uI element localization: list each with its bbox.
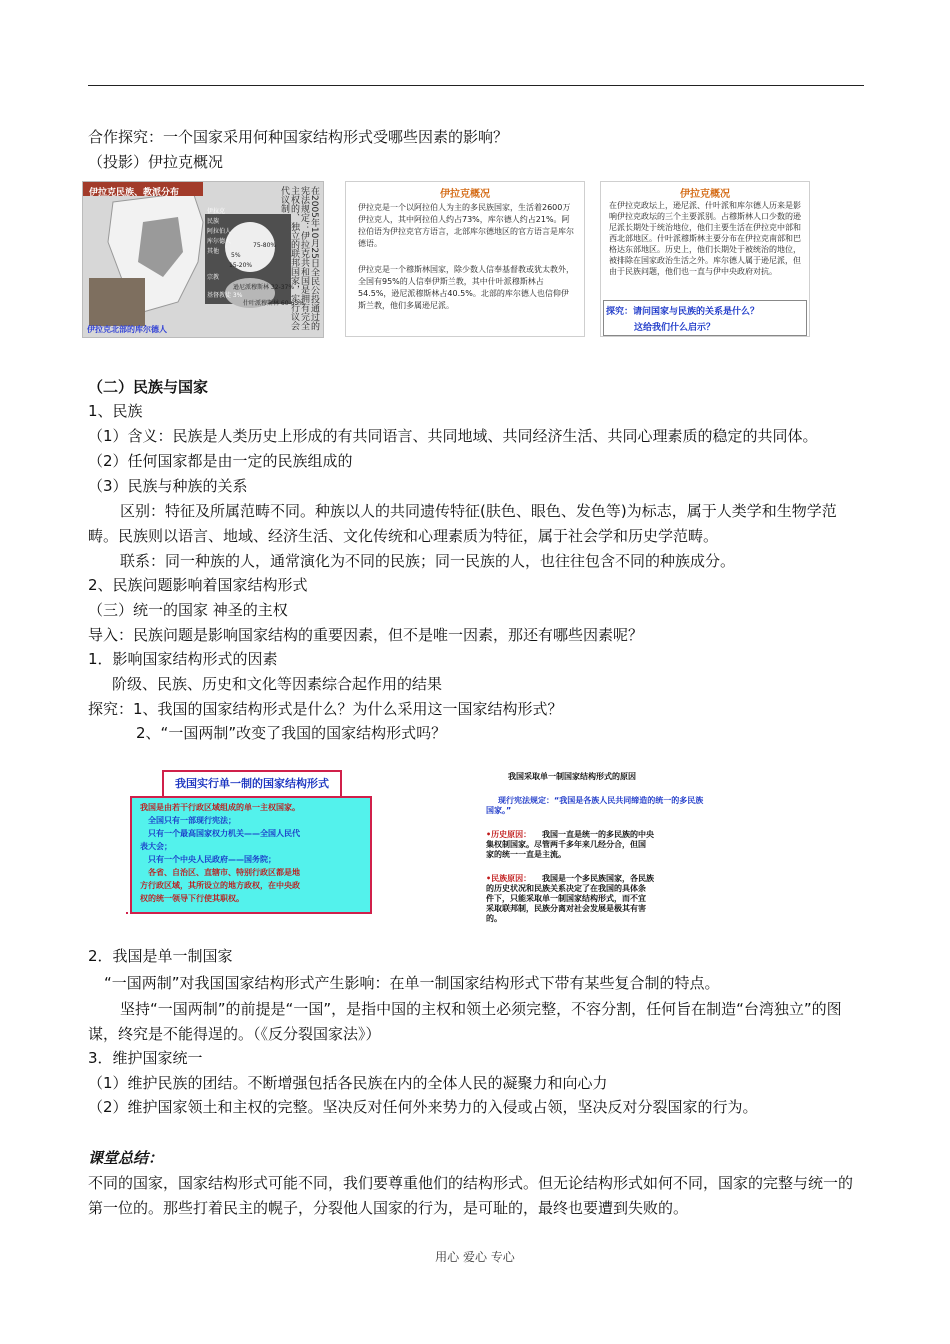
- chart-label: 基督教徒 3%: [207, 292, 243, 299]
- text-line: 探究：1、我国的国家结构形式是什么？为什么采用这一国家结构形式？: [88, 700, 563, 718]
- inquiry-question: 探究：请问国家与民族的关系是什么？: [606, 307, 760, 317]
- slide-line: 权的统一领导下行使其职权。: [140, 894, 244, 903]
- photo-caption: 伊拉克北部的库尔德人: [87, 325, 167, 334]
- text-line: 2．我国是单一制国家: [88, 947, 233, 965]
- history-text: 家的统一一直是主流。: [486, 850, 566, 859]
- slide-paragraph: 伊拉克是一个以阿拉伯人为主的多民族国家，生活着2600万伊拉克人，其中阿拉伯人约占73%，库尔德人约占21%。阿拉伯语为伊拉克官方语言，北部库尔德地区的官方语言是库尔德语。: [358, 203, 574, 248]
- chart-label: 民族: [207, 218, 220, 225]
- slide-line: 各省、自治区、直辖市、特别行政区都是地: [148, 868, 300, 877]
- slide-line: 表大会；: [140, 842, 172, 851]
- chart-label: 逊尼派穆斯林 32-37%: [233, 284, 295, 291]
- ethnic-label: •民族原因：: [486, 874, 532, 883]
- kurdish-people-photo: [89, 278, 145, 326]
- inquiry-box: [603, 300, 807, 336]
- summary-heading: 课堂总结：: [88, 1149, 164, 1167]
- text-line: 2、“一国两制”改变了我国的国家结构形式吗？: [136, 724, 447, 742]
- unitary-reasons-slide: [482, 770, 714, 930]
- constitution-vertical-text: 在2005年10月25日全民公投通过的宪法规定：伊拉克共和国是拥有完全主权的、独立的联邦国家，实行议会代议制: [279, 186, 319, 331]
- text-paragraph: 区别：特征及所属范畴不同。种族以人的共同遗传特征(肤色、眼色、发色等)为标志，属于人类学和生物学范畴。民族则以语言、地域、经济生活、文化传统和心理素质为特征，属于社会学和历史学范畴。: [88, 502, 837, 545]
- ethnic-text: 我国是一个多民族国家，各民族: [542, 874, 654, 883]
- dotted-divider: [126, 912, 372, 914]
- chart-label: 5%: [231, 252, 241, 259]
- section-heading: （二）民族与国家: [88, 378, 209, 396]
- slide-paragraph: 在伊拉克政坛上，逊尼派、什叶派和库尔德人历来是影响伊拉克政坛的三个主要派别。占穆斯林人口少数的逊尼派长期处于统治地位，他们主要生活在伊拉克中部和西北部地区。什叶派穆斯林主要分布在伊拉克南部和巴格达东部地区。历史上，他们长期处于被统治的地位，被排除在国家政治生活之外。库尔德人属于逊尼派，但由于民族问题，他们也一直与伊中央政府对抗。: [609, 201, 801, 276]
- ethnic-text: 的。: [486, 914, 502, 923]
- slide-line: 我国是由若干行政区域组成的单一主权国家。: [140, 803, 300, 812]
- law-text: “我国是各族人民共同缔造的统一的多民族国家。”: [486, 796, 704, 815]
- slide-line: 只有一个最高国家权力机关——全国人民代: [148, 829, 300, 838]
- chart-label: 阿拉伯人: [207, 228, 232, 235]
- slide-line: 全国只有一部现行宪法；: [148, 816, 236, 825]
- slide-title: 我国采取单一制国家结构形式的原因: [508, 772, 636, 781]
- text-line: 2、民族问题影响着国家结构形式: [88, 576, 308, 594]
- slide-paragraph: 伊拉克是一个穆斯林国家，除少数人信奉基督教或犹太教外，全国有95%的人信奉伊斯兰教，其中什叶派穆斯林占54.5%，逊尼派穆斯林占40.5%。北部的库尔德人也信仰伊斯兰教，他们多属逊尼派。: [358, 265, 574, 310]
- map-title: 伊拉克民族、教派分布: [89, 188, 180, 198]
- ethnic-text: 的历史状况和民族关系决定了在我国的具体条: [486, 884, 646, 893]
- projection-label: （投影）伊拉克概况: [88, 153, 224, 171]
- slide-heading: 我国实行单一制的国家结构形式: [162, 770, 342, 798]
- slide-title: 伊拉克概况: [680, 189, 730, 200]
- text-line: （3）民族与种族的关系: [88, 477, 248, 495]
- chart-label: 宗教: [207, 274, 220, 281]
- text-line: （2）维护国家领土和主权的完整。坚决反对任何外来势力的入侵或占领，坚决反对分裂国家的行为。: [88, 1098, 758, 1116]
- header-rule: [88, 85, 864, 86]
- history-text: 集权制国家。尽管两千多年来几经分合，但国: [486, 840, 646, 849]
- chart-label: 伊拉克: [207, 208, 226, 215]
- text-line: 1、民族: [88, 402, 143, 420]
- page-footer: 用心 爱心 专心: [435, 1250, 515, 1264]
- summary-text: 不同的国家，国家结构形式可能不同，我们要尊重他们的结构形式。但无论结构形式如何不同，国家的完整与统一的第一位的。那些打着民主的幌子，分裂他人国家的行为，是可耻的，最终也要遭到失败的。: [88, 1174, 854, 1217]
- text-line: （1）维护民族的团结。不断增强包括各民族在内的全体人民的凝聚力和向心力: [88, 1074, 608, 1092]
- inquiry-question: 这给我们什么启示？: [634, 323, 716, 333]
- ethnic-text: 采取联邦制，民族分离对社会发展是极其有害: [486, 904, 646, 913]
- slide-body: [130, 796, 372, 914]
- ethnic-text: 件下，只能采取单一制国家结构形式，而不宜: [486, 894, 646, 903]
- question-line: 合作探究：一个国家采用何种国家结构形式受哪些因素的影响？: [88, 128, 509, 146]
- history-label: •历史原因：: [486, 830, 532, 839]
- text-line: 导入：民族问题是影响国家结构的重要因素，但不是唯一因素，那还有哪些因素呢？: [88, 626, 644, 644]
- text-line: 联系：同一种族的人，通常演化为不同的民族；同一民族的人，也往往包含不同的种族成分。: [120, 552, 736, 570]
- history-text: 我国一直是统一的多民族的中央: [542, 830, 654, 839]
- text-line: “一国两制”对我国国家结构形式产生影响：在单一制国家结构形式下带有某些复合制的特点。: [104, 974, 720, 992]
- unitary-system-slide: [126, 770, 372, 916]
- text-line: （2）任何国家都是由一定的民族组成的: [88, 452, 353, 470]
- chart-label: 75-80%: [253, 242, 277, 249]
- iraq-overview-slide: [345, 181, 585, 337]
- text-line: 1．影响国家结构形式的因素: [88, 650, 278, 668]
- text-line: （三）统一的国家 神圣的主权: [88, 601, 288, 619]
- chart-label: 其他: [207, 248, 220, 255]
- chart-label: 什叶派穆斯林 60-65%: [243, 300, 305, 307]
- slide-title: 伊拉克概况: [440, 189, 490, 200]
- slide-line: 只有一个中央人民政府——国务院；: [148, 855, 276, 864]
- text-line: （1）含义：民族是人类历史上形成的有共同语言、共同地域、共同经济生活、共同心理素质的稳定的共同体。: [88, 427, 818, 445]
- chart-label: 15-20%: [229, 262, 253, 269]
- text-line: 阶级、民族、历史和文化等因素综合起作用的结果: [112, 675, 443, 693]
- text-paragraph: 坚持“一国两制”的前提是“一国”，是指中国的主权和领土必须完整，不容分割，任何旨在制造“台湾独立”的图谋，终究是不能得逞的。（《反分裂国家法》）: [88, 1000, 842, 1043]
- law-label: 现行宪法规定：: [498, 796, 554, 805]
- iraq-politics-slide: [600, 181, 810, 337]
- slide-line: 方行政区域，其所设立的地方政权，在中央政: [140, 881, 300, 890]
- iraq-map-slide: [82, 181, 324, 338]
- chart-label: 库尔德人: [207, 238, 232, 245]
- text-line: 3．维护国家统一: [88, 1049, 203, 1067]
